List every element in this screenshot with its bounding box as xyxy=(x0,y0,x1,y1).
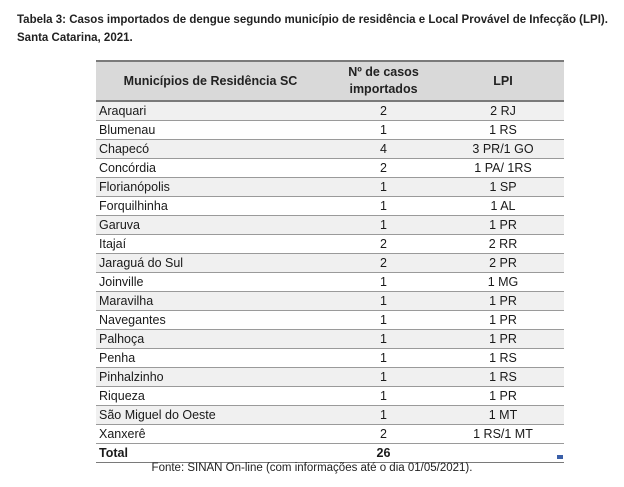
cell-lpi: 2 RJ xyxy=(442,101,564,121)
cell-casos: 1 xyxy=(325,178,442,197)
table-row xyxy=(96,254,564,273)
header-casos xyxy=(325,61,442,101)
cell-municipio: Florianópolis xyxy=(96,178,325,197)
cell-municipio: São Miguel do Oeste xyxy=(96,406,325,425)
table-row xyxy=(96,330,564,349)
cell-casos: 1 xyxy=(325,216,442,235)
cell-casos: 1 xyxy=(325,406,442,425)
cell-municipio: Pinhalzinho xyxy=(96,368,325,387)
cell-municipio: Riqueza xyxy=(96,387,325,406)
header-casos-line-1: Nº de casos xyxy=(348,65,419,79)
cell-municipio: Joinville xyxy=(96,273,325,292)
cell-casos: 1 xyxy=(325,197,442,216)
cell-lpi: 1 PR xyxy=(442,387,564,406)
cell-lpi: 1 AL xyxy=(442,197,564,216)
cell-lpi: 1 PA/ 1RS xyxy=(442,159,564,178)
cell-municipio: Blumenau xyxy=(96,121,325,140)
cell-lpi: 1 PR xyxy=(442,216,564,235)
table-row xyxy=(96,216,564,235)
cell-casos: 1 xyxy=(325,349,442,368)
cell-casos: 2 xyxy=(325,159,442,178)
table-row xyxy=(96,292,564,311)
cell-casos: 1 xyxy=(325,368,442,387)
cell-casos: 1 xyxy=(325,387,442,406)
cell-casos: 1 xyxy=(325,121,442,140)
cell-casos: 1 xyxy=(325,311,442,330)
cell-municipio: Garuva xyxy=(96,216,325,235)
table-row xyxy=(96,406,564,425)
cell-lpi: 1 MG xyxy=(442,273,564,292)
cell-lpi: 3 PR/1 GO xyxy=(442,140,564,159)
cell-casos: 2 xyxy=(325,235,442,254)
cell-casos: 2 xyxy=(325,101,442,121)
cell-municipio: Itajaí xyxy=(96,235,325,254)
table-row xyxy=(96,273,564,292)
cell-lpi: 1 RS xyxy=(442,121,564,140)
header-municipio: Municípios de Residência SC xyxy=(96,61,325,101)
cell-lpi: 1 RS xyxy=(442,349,564,368)
cell-municipio: Penha xyxy=(96,349,325,368)
total-lpi xyxy=(442,444,564,463)
table-row xyxy=(96,368,564,387)
cell-municipio: Jaraguá do Sul xyxy=(96,254,325,273)
total-row xyxy=(96,444,564,463)
cell-lpi: 2 RR xyxy=(442,235,564,254)
table-resize-handle xyxy=(557,455,563,459)
cell-casos: 2 xyxy=(325,254,442,273)
table-row xyxy=(96,121,564,140)
total-label: Total xyxy=(96,444,325,463)
cell-municipio: Palhoça xyxy=(96,330,325,349)
table-row xyxy=(96,311,564,330)
cell-lpi: 1 MT xyxy=(442,406,564,425)
cell-lpi: 1 PR xyxy=(442,292,564,311)
table-row xyxy=(96,197,564,216)
table-row xyxy=(96,387,564,406)
table-row xyxy=(96,425,564,444)
table-header-row xyxy=(96,61,564,101)
caption-line-2: Santa Catarina, 2021. xyxy=(17,32,133,44)
table-row xyxy=(96,159,564,178)
header-lpi: LPI xyxy=(442,61,564,101)
table-row xyxy=(96,235,564,254)
cell-casos: 2 xyxy=(325,425,442,444)
cell-casos: 1 xyxy=(325,273,442,292)
table-row xyxy=(96,140,564,159)
cell-municipio: Forquilhinha xyxy=(96,197,325,216)
total-casos: 26 xyxy=(325,444,442,463)
table-caption xyxy=(17,11,617,47)
table-body xyxy=(96,101,564,444)
cell-casos: 4 xyxy=(325,140,442,159)
dengue-cases-table xyxy=(96,60,564,463)
table-row xyxy=(96,178,564,197)
cell-casos: 1 xyxy=(325,330,442,349)
cell-municipio: Concórdia xyxy=(96,159,325,178)
cell-municipio: Chapecó xyxy=(96,140,325,159)
cell-lpi: 1 RS/1 MT xyxy=(442,425,564,444)
header-casos-line-2: importados xyxy=(349,82,418,96)
cell-municipio: Maravilha xyxy=(96,292,325,311)
cell-lpi: 2 PR xyxy=(442,254,564,273)
cell-municipio: Xanxerê xyxy=(96,425,325,444)
source-note: Fonte: SINAN On-line (com informações até o dia 01/05/2021). xyxy=(151,462,473,474)
cell-municipio: Navegantes xyxy=(96,311,325,330)
cell-lpi: 1 SP xyxy=(442,178,564,197)
cell-municipio: Araquari xyxy=(96,101,325,121)
cell-lpi: 1 PR xyxy=(442,311,564,330)
cell-lpi: 1 PR xyxy=(442,330,564,349)
cell-casos: 1 xyxy=(325,292,442,311)
caption-line-1: Tabela 3: Casos importados de dengue segundo município de residência e Local Provável de Infecção (LPI). xyxy=(17,14,608,26)
table-row xyxy=(96,349,564,368)
table-row xyxy=(96,101,564,121)
cell-lpi: 1 RS xyxy=(442,368,564,387)
